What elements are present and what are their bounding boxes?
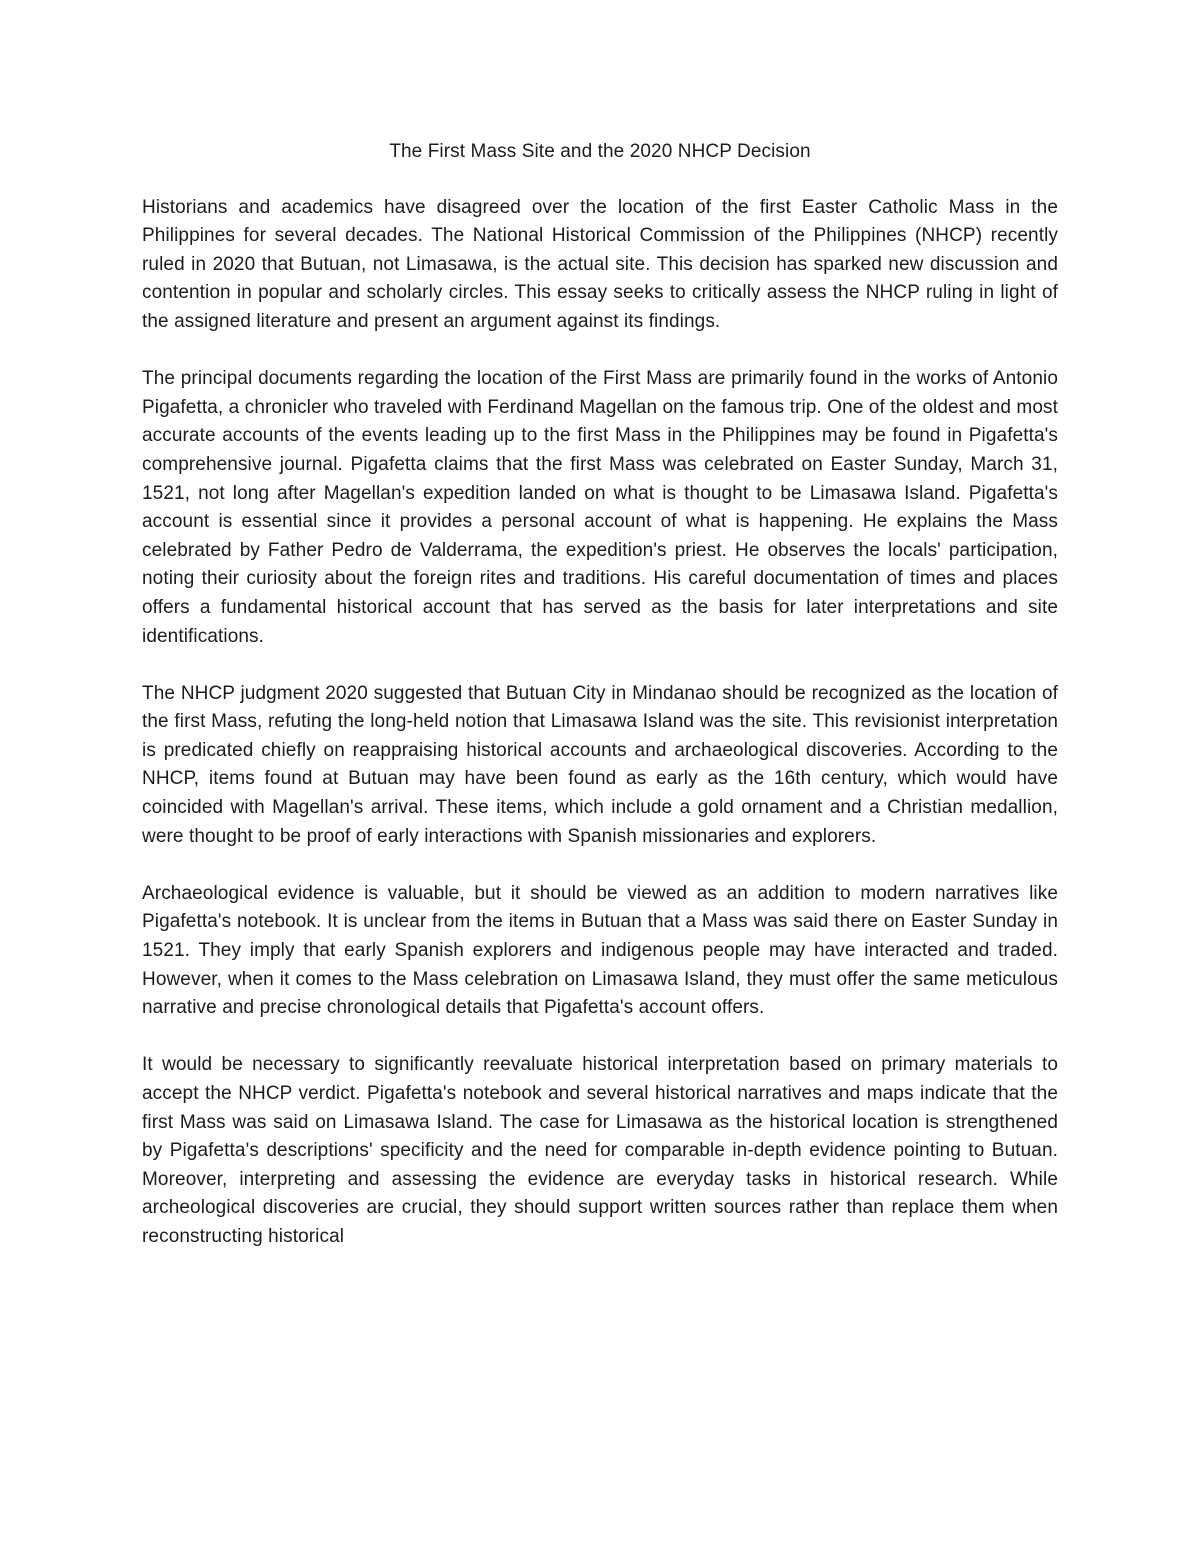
paragraph-intro: Historians and academics have disagreed over the location of the first Easter Catholic Mass in the Philippines for several decades. The National Historical Commission of the Philippines (NHCP) recently ruled in 2020 that Butuan, not Limasawa, is the actual site. This decision has sparked new discussion and contention in popular and scholarly circles. This essay seeks to critically assess the NHCP ruling in light of the assigned literature and present an argument against its findings. [142, 196, 1058, 332]
document-title: The First Mass Site and the 2020 NHCP Decision [389, 141, 811, 162]
paragraph-pigafetta-account: The principal documents regarding the location of the First Mass are primarily found in the works of Antonio Pigafetta, a chronicler who traveled with Ferdinand Magellan on the famous trip. One of the oldest and most accurate accounts of the events leading up to the first Mass in the Philippines may be found in Pigafetta's comprehensive journal. Pigafetta claims that the first Mass was celebrated on Easter Sunday, March 31, 1521, not long after Magellan's expedition landed on what is thought to be Limasawa Island. Pigafetta's account is essential since it provides a personal account of what is happening. He explains the Mass celebrated by Father Pedro de Valderrama, the expedition's priest. He observes the locals' participation, noting their curiosity about the foreign rites and traditions. His careful documentation of times and places offers a fundamental historical account that has served as the basis for later interpretations and site identifications. [142, 368, 1058, 647]
document-body [142, 138, 1058, 1280]
paragraph-nhcp-judgment: The NHCP judgment 2020 suggested that Butuan City in Mindanao should be recognized as the location of the first Mass, refuting the long-held notion that Limasawa Island was the site. This revisionist interpretation is predicated chiefly on reappraising historical accounts and archaeological discoveries. According to the NHCP, items found at Butuan may have been found as early as the 16th century, which would have coincided with Magellan's arrival. These items, which include a gold ornament and a Christian medallion, were thought to be proof of early interactions with Spanish missionaries and explorers. [142, 682, 1058, 847]
paragraph-archaeological-evidence: Archaeological evidence is valuable, but it should be viewed as an addition to modern narratives like Pigafetta's notebook. It is unclear from the items in Butuan that a Mass was said there on Easter Sunday in 1521. They imply that early Spanish explorers and indigenous people may have interacted and traded. However, when it comes to the Mass celebration on Limasawa Island, they must offer the same meticulous narrative and precise chronological details that Pigafetta's account offers. [142, 882, 1058, 1019]
paragraph-reevaluation: It would be necessary to significantly reevaluate historical interpretation based on primary materials to accept the NHCP verdict. Pigafetta's notebook and several historical narratives and maps indicate that the first Mass was said on Limasawa Island. The case for Limasawa as the historical location is strengthened by Pigafetta's descriptions' specificity and the need for comparable in-depth evidence pointing to Butuan. Moreover, interpreting and assessing the evidence are everyday tasks in historical research. While archeological discoveries are crucial, they should support written sources rather than replace them when reconstructing historical [142, 1054, 1058, 1247]
